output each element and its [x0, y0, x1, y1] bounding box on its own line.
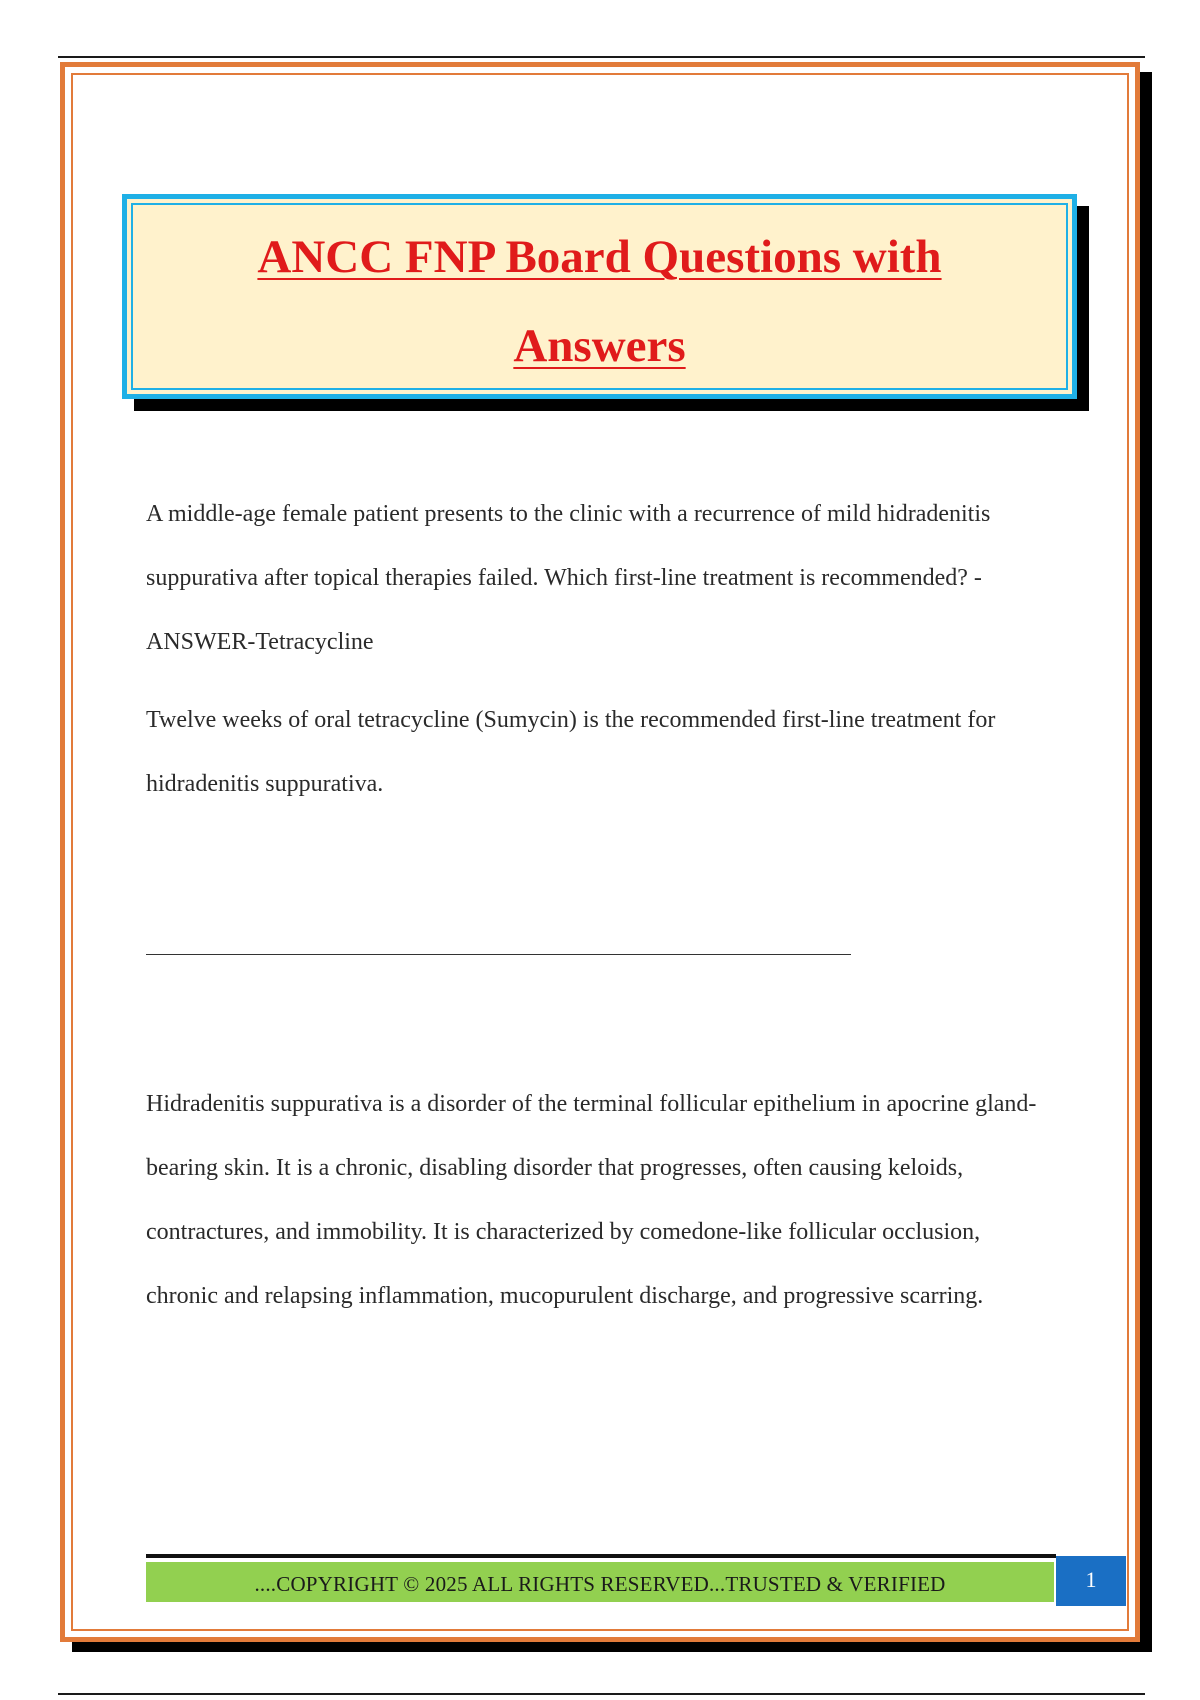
document-title	[127, 213, 1072, 391]
top-rule	[58, 56, 1145, 58]
answer-explanation-1: Twelve weeks of oral tetracycline (Sumycin) is the recommended first-line treatment for hidradenitis suppurativa.	[146, 707, 996, 797]
footer-rule	[146, 1554, 1056, 1558]
document-title-line-2: Answers	[513, 320, 686, 372]
page-number: 1	[1056, 1556, 1126, 1606]
document-title-line-1: ANCC FNP Board Questions with	[257, 231, 942, 283]
copyright-footer: ....COPYRIGHT © 2025 ALL RIGHTS RESERVED...TRUSTED & VERIFIED	[146, 1562, 1054, 1602]
bottom-rule	[58, 1693, 1145, 1695]
section-divider	[146, 954, 851, 955]
question-1: A middle-age female patient presents to the clinic with a recurrence of mild hidradenitis suppurativa after topical therapies failed. Which first-line treatment is recommended? - ANSWER-Tetracycline	[146, 501, 991, 655]
title-box	[122, 194, 1077, 399]
explanation-paragraph-2: Hidradenitis suppurativa is a disorder of the terminal follicular epithelium in apocrine gland-bearing skin. It is a chronic, disabling disorder that progresses, often causing keloids, contractures, and immobility. It is characterized by comedone-like follicular occlusion, chronic and relapsing inflammation, mucopurulent discharge, and progressive scarring.	[146, 1091, 1037, 1309]
